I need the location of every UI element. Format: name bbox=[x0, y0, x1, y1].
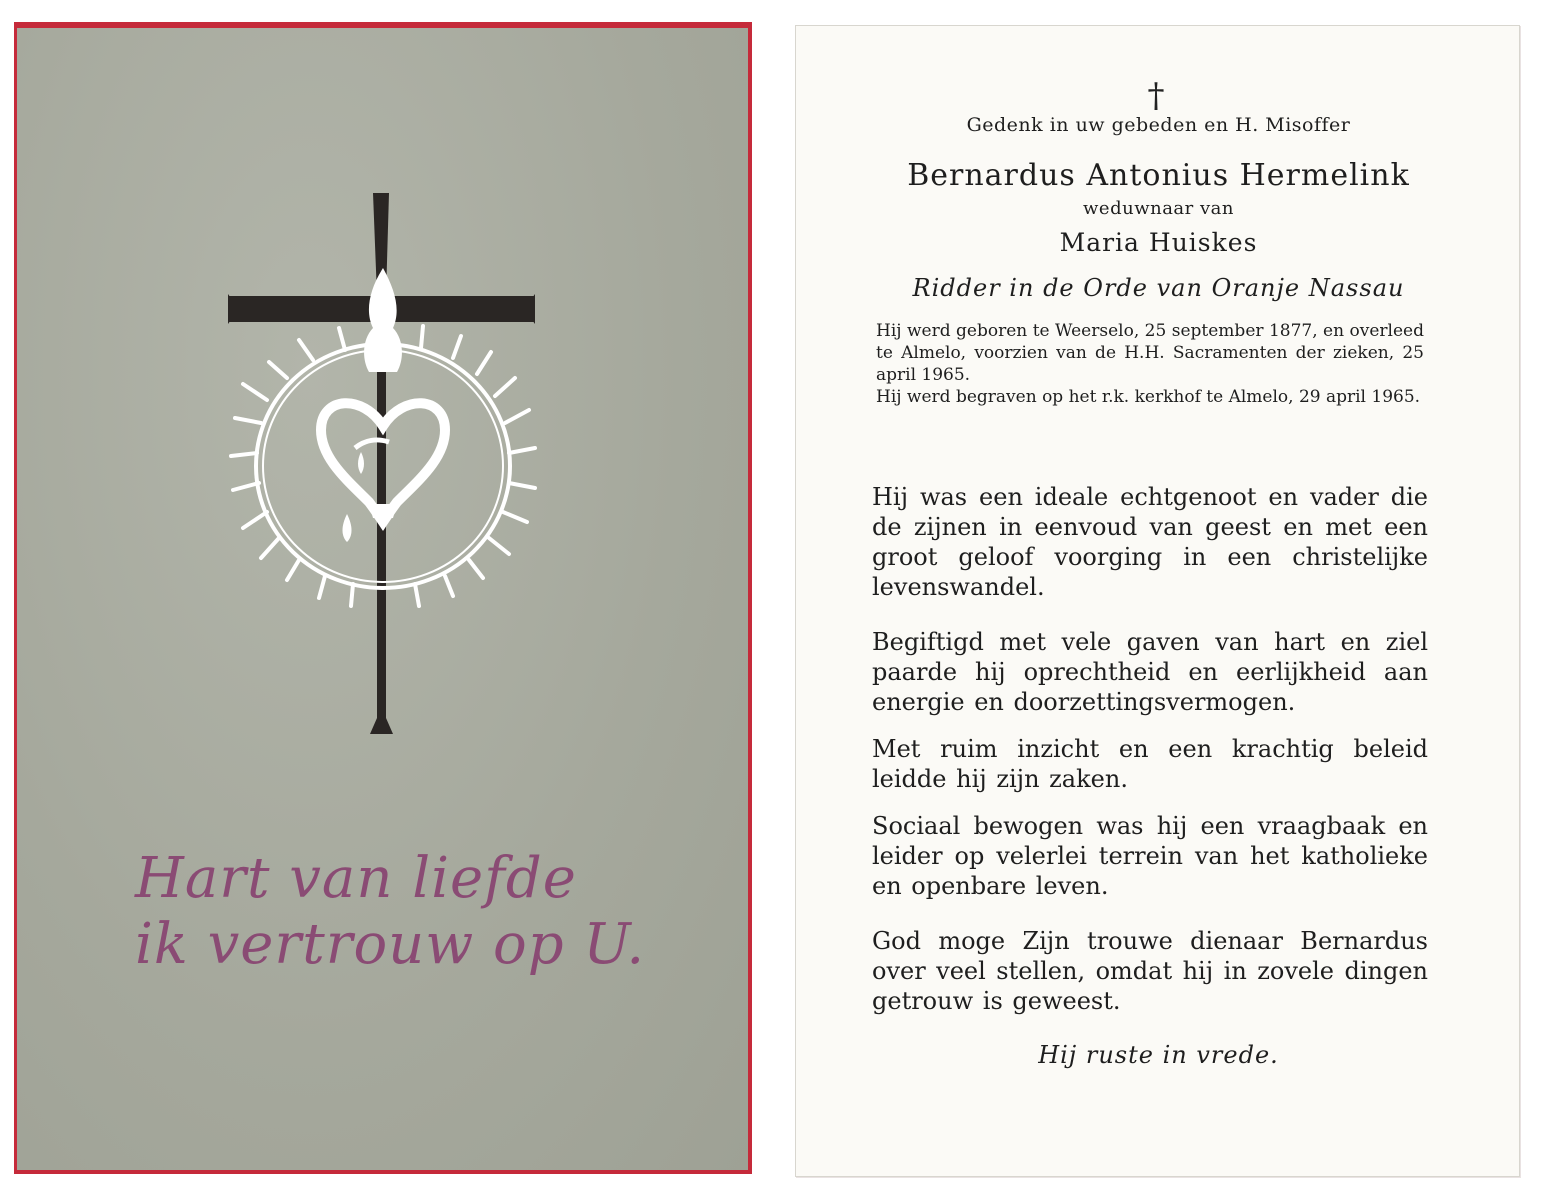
cover-motto bbox=[135, 846, 735, 978]
spouse-name: Maria Huiskes bbox=[1059, 228, 1258, 257]
tribute-paragraph: Hij was een ideale echtgenoot en vader die de zijnen in eenvoud van geest en met een groot geloof voorging in een christelijke levenswandel. bbox=[872, 483, 1428, 601]
tribute-paragraph: God moge Zijn trouwe dienaar Bernardus over veel stellen, omdat hij in zovele dingen getrouw is geweest. bbox=[872, 927, 1428, 1015]
birth-death-fact: Hij werd geboren te Weerselo, 25 september 1877, en overleed te Almelo, voorzien van de H.H. Sacramenten der zieken, 25 april 1965. bbox=[876, 321, 1424, 385]
tribute-paragraph: Sociaal bewogen was hij een vraagbaak en leider op velerlei terrein van het katholieke en openbare leven. bbox=[872, 812, 1428, 900]
honor-title: Ridder in de Orde van Oranje Nassau bbox=[912, 274, 1405, 302]
life-facts bbox=[876, 320, 1424, 408]
motto-line-1: Hart van liefde bbox=[135, 846, 577, 911]
memorial-card bbox=[795, 25, 1520, 1177]
cover-card bbox=[14, 22, 752, 1174]
emblem bbox=[17, 28, 748, 1170]
tribute-paragraph: Begiftigd met vele gaven van hart en ziel paarde hij oprechtheid en eerlijkheid aan energie en doorzettingsvermogen. bbox=[872, 628, 1428, 716]
prayer-line: Gedenk in uw gebeden en H. Misoffer bbox=[966, 114, 1351, 136]
burial-fact: Hij werd begraven op het r.k. kerkhof te Almelo, 29 april 1965. bbox=[876, 387, 1421, 407]
cover-card-face bbox=[17, 28, 748, 1170]
deceased-name: Bernardus Antonius Hermelink bbox=[907, 158, 1410, 193]
widower-label: weduwnaar van bbox=[1083, 198, 1234, 219]
tribute-paragraph: Met ruim inzicht en een krachtig beleid leidde hij zijn zaken. bbox=[872, 735, 1428, 793]
dagger-cross-icon: † bbox=[1147, 76, 1165, 116]
motto-line-2: ik vertrouw op U. bbox=[135, 912, 646, 977]
closing-line: Hij ruste in vrede. bbox=[1038, 1041, 1279, 1069]
